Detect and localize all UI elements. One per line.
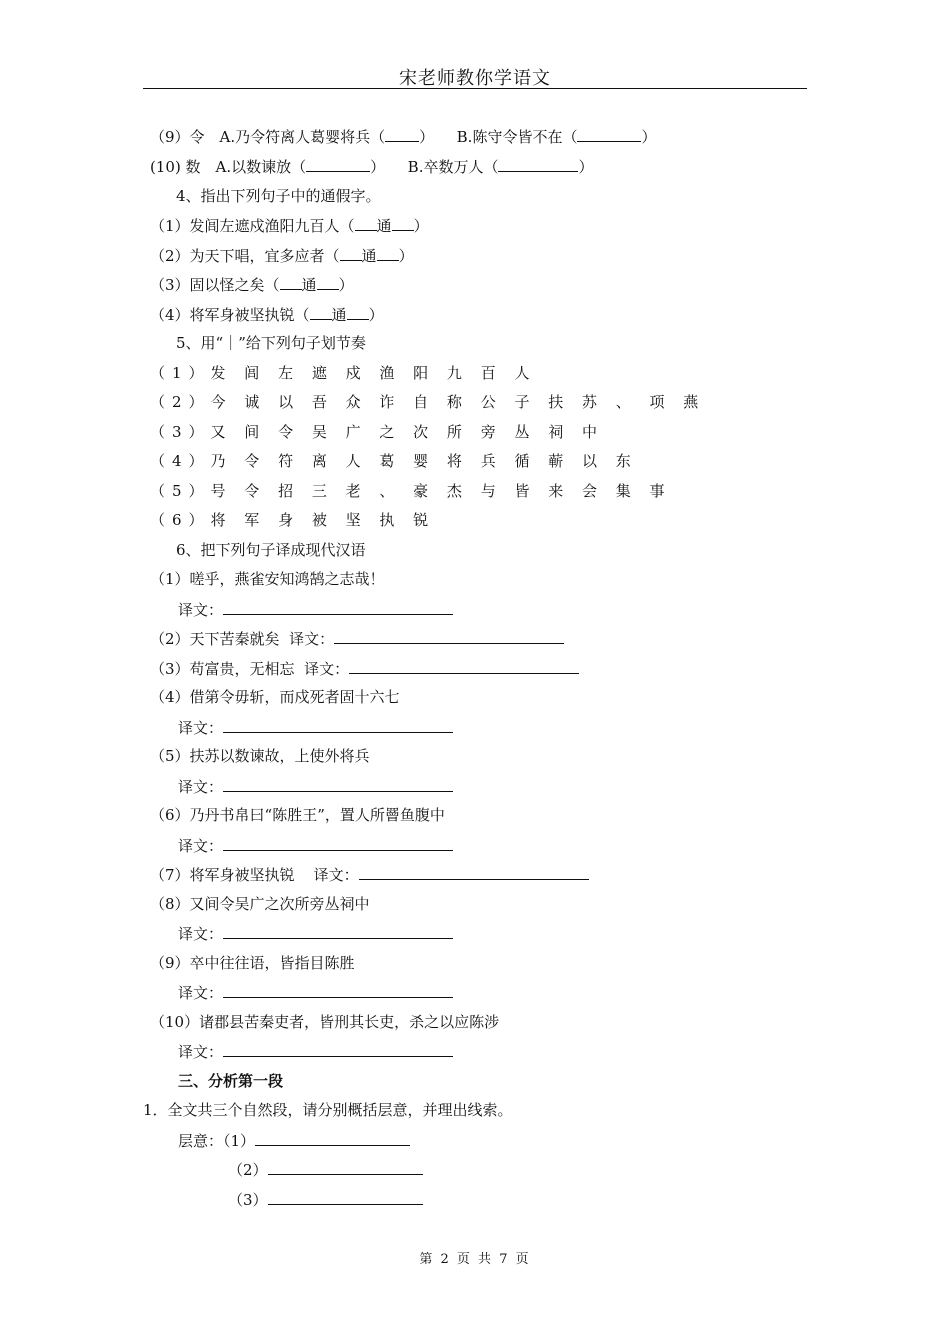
s5-item-3: （3）又 间 令 吴 广 之 次 所 旁 丛 祠 中	[150, 423, 604, 441]
q10-text-b: ） B.卒数万人（	[370, 158, 499, 176]
s6-answer-4	[178, 717, 453, 738]
s4-item-4-blank-a[interactable]	[310, 304, 332, 320]
translation-label: 译文：	[289, 630, 335, 648]
q10-text-a: (10) 数 A.以数谏放（	[150, 158, 307, 176]
s4-item-2-mid: 通	[361, 247, 377, 265]
layer-2-blank[interactable]	[268, 1159, 423, 1175]
s6-item-2	[150, 628, 564, 649]
section-3-title: 三、分析第一段	[178, 1072, 284, 1090]
translation-label: 译文：	[178, 984, 224, 1002]
s6-answer-9	[178, 982, 453, 1003]
s3-layer-2	[228, 1159, 423, 1180]
s6-item-1: （1）嗟乎，燕雀安知鸿鹄之志哉！	[150, 570, 385, 588]
s6-item-7	[150, 864, 589, 885]
translation-blank[interactable]	[223, 923, 453, 939]
s6-item-7-text: （7）将军身被坚执锐	[150, 866, 295, 884]
q9-line	[150, 126, 656, 147]
s6-answer-1	[178, 599, 453, 620]
s4-item-4-mid: 通	[331, 306, 347, 324]
s4-item-1-blank-b[interactable]	[392, 215, 414, 231]
s3-layer-1	[178, 1130, 410, 1151]
translation-label: 译文：	[313, 866, 359, 884]
q9-blank-a[interactable]	[385, 126, 419, 142]
translation-blank[interactable]	[223, 982, 453, 998]
s3-layer-3	[228, 1189, 423, 1210]
translation-blank[interactable]	[223, 776, 453, 792]
s6-item-9: （9）卒中往往语，皆指目陈胜	[150, 954, 355, 972]
translation-label: 译文：	[178, 837, 224, 855]
layer-label: 层意：	[178, 1132, 224, 1150]
s6-item-8: （8）又间令吴广之次所旁丛祠中	[150, 895, 370, 913]
s4-item-4-blank-b[interactable]	[347, 304, 369, 320]
layer-2-num: （2）	[228, 1161, 268, 1179]
s4-item-3-text: （3）固以怪之矣（	[150, 276, 280, 294]
translation-label: 译文：	[304, 660, 350, 678]
translation-label: 译文：	[178, 925, 224, 943]
s4-item-1-blank-a[interactable]	[355, 215, 377, 231]
s6-item-4: （4）借第令毋斩，而戍死者固十六七	[150, 688, 400, 706]
s5-item-4: （4）乃 令 符 离 人 葛 婴 将 兵 循 蕲 以 东	[150, 452, 638, 470]
s6-item-3	[150, 658, 579, 679]
s6-answer-5	[178, 776, 453, 797]
s4-item-1	[150, 215, 429, 236]
s5-item-6: （6）将 军 身 被 坚 执 锐	[150, 511, 436, 529]
s4-item-2-text: （2）为天下唱，宜多应者（	[150, 247, 340, 265]
s6-answer-8	[178, 923, 453, 944]
q9-blank-b[interactable]	[577, 126, 641, 142]
translation-label: 译文：	[178, 719, 224, 737]
section6-title: 6、把下列句子译成现代汉语	[176, 541, 366, 559]
s5-item-5: （5）号 令 招 三 老 、 豪 杰 与 皆 来 会 集 事	[150, 482, 672, 500]
s6-item-2-text: （2）天下苦秦就矣	[150, 630, 280, 648]
header-rule	[143, 88, 807, 89]
layer-1-num: （1）	[223, 1132, 256, 1150]
q10-blank-a[interactable]	[306, 156, 370, 172]
s5-item-2: （2）今 诚 以 吾 众 诈 自 称 公 子 扶 苏 、 项 燕	[150, 393, 706, 411]
s6-answer-10	[178, 1041, 453, 1062]
page-header-title: 宋老师教你学语文	[399, 68, 551, 89]
translation-blank[interactable]	[223, 1041, 453, 1057]
s4-item-2-blank-b[interactable]	[377, 245, 399, 261]
s4-item-3-mid: 通	[301, 276, 317, 294]
translation-label: 译文：	[178, 778, 224, 796]
s4-item-3-blank-a[interactable]	[280, 274, 302, 290]
s6-item-10: （10）诸郡县苦秦吏者，皆刑其长吏，杀之以应陈涉	[150, 1013, 500, 1031]
s4-item-1-mid: 通	[376, 217, 392, 235]
layer-3-num: （3）	[228, 1191, 268, 1209]
translation-label: 译文：	[178, 601, 224, 619]
s4-item-2-end: ）	[398, 247, 414, 265]
q10-text-c: ）	[578, 158, 594, 176]
s4-item-3-blank-b[interactable]	[317, 274, 339, 290]
s5-item-1: （1）发 闾 左 遮 戍 渔 阳 九 百 人	[150, 364, 537, 382]
s4-item-2-blank-a[interactable]	[340, 245, 362, 261]
section5-title: 5、用“｜”给下列句子划节奏	[176, 334, 366, 352]
translation-blank[interactable]	[359, 864, 589, 880]
translation-blank[interactable]	[349, 658, 579, 674]
page-footer: 第 2 页 共 7 页	[419, 1252, 531, 1267]
s4-item-4	[150, 304, 384, 325]
s4-item-1-end: ）	[413, 217, 429, 235]
q10-blank-b[interactable]	[498, 156, 578, 172]
layer-3-blank[interactable]	[268, 1189, 423, 1205]
q9-text-a: （9）令 A.乃令符离人葛婴将兵（	[150, 128, 386, 146]
q9-text-b: ） B.陈守令皆不在（	[419, 128, 578, 146]
translation-blank[interactable]	[334, 628, 564, 644]
translation-blank[interactable]	[223, 599, 453, 615]
translation-blank[interactable]	[223, 717, 453, 733]
q9-text-c: ）	[641, 128, 657, 146]
translation-label: 译文：	[178, 1043, 224, 1061]
s4-item-1-text: （1）发闾左遮戍渔阳九百人（	[150, 217, 355, 235]
layer-1-blank[interactable]	[255, 1130, 410, 1146]
s6-item-5: （5）扶苏以数谏故，上使外将兵	[150, 747, 370, 765]
s4-item-2	[150, 245, 414, 266]
section4-title: 4、指出下列句子中的通假字。	[176, 187, 381, 205]
s6-answer-6	[178, 835, 453, 856]
s4-item-4-text: （4）将军身被坚执锐（	[150, 306, 310, 324]
s4-item-4-end: ）	[368, 306, 384, 324]
s3-question-1: 1．全文共三个自然段，请分别概括层意，并理出线索。	[143, 1101, 513, 1119]
q10-line	[150, 156, 593, 177]
translation-blank[interactable]	[223, 835, 453, 851]
s4-item-3	[150, 274, 354, 295]
s6-item-3-text: （3）苟富贵，无相忘	[150, 660, 295, 678]
s4-item-3-end: ）	[338, 276, 354, 294]
s6-item-6: （6）乃丹书帛曰“陈胜王”，置人所罾鱼腹中	[150, 806, 445, 824]
